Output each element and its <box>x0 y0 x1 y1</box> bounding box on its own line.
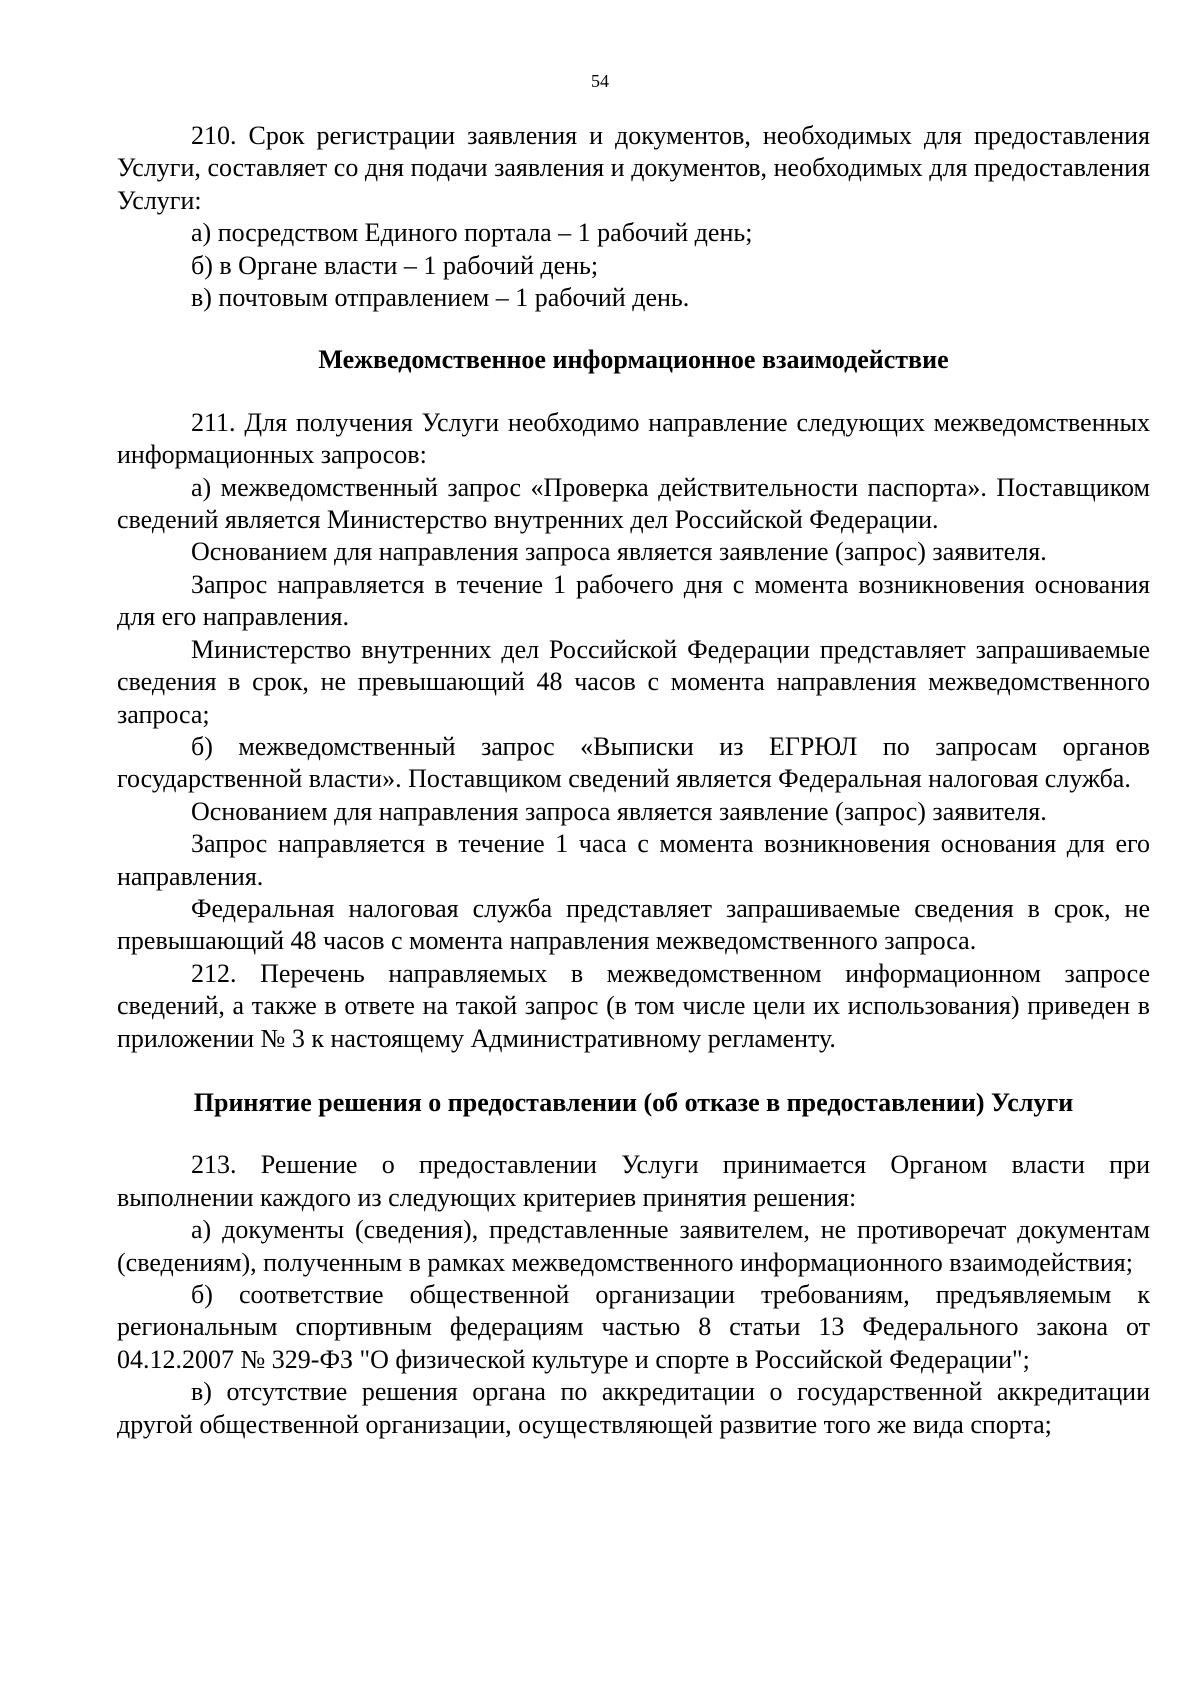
list-item-210-v: в) почтовым отправлением – 1 рабочий день. <box>191 283 690 313</box>
list-item-213-a: а) документы (сведения), представленные заявителем, не противоречат документам (сведениям), полученным в рамках межведомственного информационного взаимодействия; <box>117 1215 1150 1277</box>
paragraph-211-a-timing: Запрос направляется в течение 1 рабочего дня с момента возникновения основания для его направления. <box>117 569 1150 632</box>
paragraph-213: 213. Решение о предоставлении Услуги принимается Органом власти при выполнении каждого из следующих критериев принятия решения: <box>117 1150 1150 1212</box>
list-item-210-a: а) посредством Единого портала – 1 рабочий день; <box>191 218 753 248</box>
section-heading-interagency: Межведомственное информационное взаимодействие <box>318 345 949 375</box>
paragraph-211-b-response: Федеральная налоговая служба представляет запрашиваемые сведения в срок, не превышающий 48 часов с момента направления межведомственного запроса. <box>117 893 1150 956</box>
list-item-211-b: б) межведомственный запрос «Выписки из ЕГРЮЛ по запросам органов государственной власти». Поставщиком сведений является Федеральная налоговая служба. <box>117 731 1150 794</box>
paragraph-212: 212. Перечень направляемых в межведомственном информационном запросе сведений, а также в ответе на такой запрос (в том числе цели их использования) приведен в приложении № 3 к настоящему Административному регламенту. <box>117 958 1150 1053</box>
paragraph-210: 210. Срок регистрации заявления и документов, необходимых для предоставления Услуги, составляет со дня подачи заявления и документов, необходимых для предоставления Услуги: <box>117 121 1150 215</box>
list-item-211-a: а) межведомственный запрос «Проверка действительности паспорта». Поставщиком сведений является Министерство внутренних дел Российской Федерации. <box>117 472 1150 535</box>
page-number: 54 <box>591 71 609 91</box>
section-heading-decision: Принятие решения о предоставлении (об отказе в предоставлении) Услуги <box>193 1087 1074 1117</box>
document-body <box>117 120 1150 1441</box>
paragraph-211-b-timing: Запрос направляется в течение 1 часа с момента возникновения основания для его направления. <box>117 829 1150 891</box>
paragraph-211-b-basis: Основанием для направления запроса является заявление (запрос) заявителя. <box>191 796 1047 826</box>
list-item-213-b: б) соответствие общественной организации требованиям, предъявляемым к региональным спортивным федерациям частью 8 статьи 13 Федерального закона от 04.12.2007 № 329-ФЗ "О физической культуре и спорте в Российской Федерации"; <box>117 1280 1150 1374</box>
paragraph-211-a-basis: Основанием для направления запроса является заявление (запрос) заявителя. <box>191 537 1047 567</box>
paragraph-211-a-response: Министерство внутренних дел Российской Федерации представляет запрашиваемые сведения в срок, не превышающий 48 часов с момента направления межведомственного запроса; <box>117 634 1150 729</box>
list-item-213-v: в) отсутствие решения органа по аккредитации о государственной аккредитации другой общественной организации, осуществляющей развитие того же вида спорта; <box>117 1377 1150 1439</box>
paragraph-211: 211. Для получения Услуги необходимо направление следующих межведомственных информационных запросов: <box>117 407 1150 470</box>
list-item-210-b: б) в Органе власти – 1 рабочий день; <box>191 250 599 280</box>
